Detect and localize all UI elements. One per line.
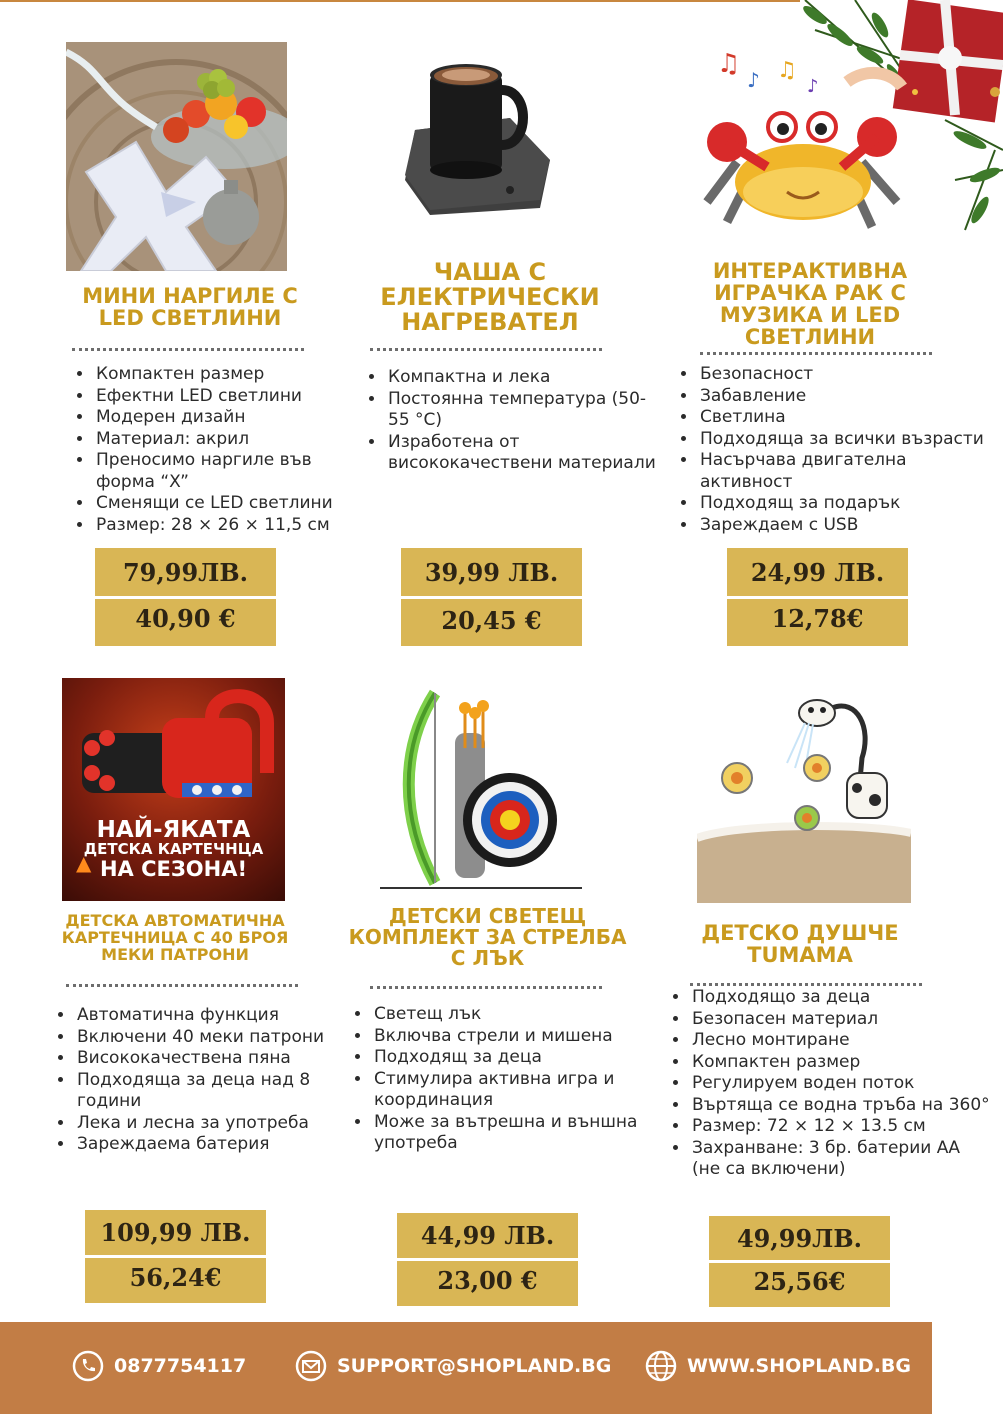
price-separator <box>401 596 582 599</box>
footer-contact-bar <box>0 1322 932 1414</box>
svg-text:♫: ♫ <box>717 49 741 79</box>
product-image-archery-set <box>380 688 582 893</box>
price-box <box>727 548 908 646</box>
feature-item: • Размер: 72 × 12 × 13.5 см <box>690 1116 990 1138</box>
feature-item: • Подходящ за подарък <box>698 493 1003 515</box>
feature-item: • Светещ лък <box>372 1004 672 1026</box>
footer-phone[interactable] <box>72 1350 246 1382</box>
price-bgn: 109,99 ЛВ. <box>100 1218 251 1247</box>
price-box <box>397 1213 578 1306</box>
feature-item: • Лесно монтиране <box>690 1030 990 1052</box>
feature-item: • Подходящ за деца <box>372 1047 672 1069</box>
feature-list <box>352 1004 672 1155</box>
price-box <box>401 548 582 646</box>
feature-item: • Преносимо наргиле във форма “X” <box>94 450 364 493</box>
phone-icon <box>72 1350 104 1382</box>
feature-list <box>55 1005 355 1156</box>
divider <box>690 983 922 986</box>
product-title: ЧАША С ЕЛЕКТРИЧЕСКИ НАГРЕВАТЕЛ <box>380 258 600 337</box>
product-title: ДЕТСКИ СВЕТЕЩ КОМПЛЕКТ ЗА СТРЕЛБА С ЛЪК <box>348 904 627 970</box>
divider <box>700 352 932 355</box>
price-bgn: 49,99ЛВ. <box>736 1224 862 1253</box>
feature-item: • Материал: акрил <box>94 429 364 451</box>
mail-icon <box>295 1350 327 1382</box>
product-title: ДЕТСКА АВТОМАТИЧНА КАРТЕЧНИЦА С 40 БРОЯ МЕКИ ПАТРОНИ <box>61 911 289 964</box>
feature-item: • Включени 40 меки патрони <box>75 1027 355 1049</box>
price-separator <box>397 1258 578 1261</box>
feature-item: • Стимулира активна игра и координация <box>372 1069 672 1112</box>
price-box <box>85 1210 266 1303</box>
product-image-heated-mug <box>400 50 555 220</box>
product-image-crab-toy <box>697 32 909 242</box>
feature-item: • Безопасен материал <box>690 1009 990 1031</box>
footer-email[interactable] <box>295 1350 611 1382</box>
svg-text:♫: ♫ <box>777 58 797 83</box>
feature-list <box>74 364 364 536</box>
feature-item: • Безопасност <box>698 364 1003 386</box>
product-title: МИНИ НАРГИЛЕ С LED СВЕТЛИНИ <box>82 284 298 331</box>
divider <box>370 986 602 989</box>
price-separator <box>85 1255 266 1258</box>
price-eur: 25,56€ <box>753 1267 846 1296</box>
feature-item: • Компактен размер <box>94 364 364 386</box>
svg-text:♪: ♪ <box>747 68 760 92</box>
feature-item: • Светлина <box>698 407 1003 429</box>
blaster-caption: НАЙ-ЯКАТА ДЕТСКА КАРТЕЧНЦА НА СЕЗОНА! <box>83 817 264 881</box>
feature-item: • Сменящи се LED светлини <box>94 493 364 515</box>
feature-item: • Зареждаема батерия <box>75 1134 355 1156</box>
feature-item: • Подходящо за деца <box>690 987 990 1009</box>
feature-item: • Включва стрели и мишена <box>372 1026 672 1048</box>
price-separator <box>727 596 908 599</box>
feature-list <box>678 364 1003 536</box>
feature-item: • Забавление <box>698 386 1003 408</box>
price-bgn: 44,99 ЛВ. <box>420 1221 555 1250</box>
price-eur: 56,24€ <box>129 1263 222 1292</box>
feature-item: • Насърчава двигателна активност <box>698 450 1003 493</box>
divider <box>72 348 304 351</box>
feature-item: • Подходяща за деца над 8 години <box>75 1070 355 1113</box>
price-box <box>95 548 276 646</box>
website-url[interactable]: WWW.SHOPLAND.BG <box>687 1355 911 1377</box>
feature-item: • Подходяща за всички възрасти <box>698 429 1003 451</box>
price-eur: 23,00 € <box>437 1266 538 1295</box>
feature-item: • Ефектни LED светлини <box>94 386 364 408</box>
feature-item: • Лека и лесна за употреба <box>75 1113 355 1135</box>
price-eur: 40,90 € <box>135 604 236 633</box>
feature-item: • Регулируем воден поток <box>690 1073 990 1095</box>
product-title: ДЕТСКО ДУШЧЕ TUMAMA <box>701 921 899 968</box>
fire-icon: ▲ <box>76 851 92 875</box>
feature-item: • Висококачествена пяна <box>75 1048 355 1070</box>
top-rule <box>0 0 800 2</box>
feature-item: • Въртяща се водна тръба на 360° <box>690 1095 990 1117</box>
feature-item: • Захранване: 3 бр. батерии АА (не са включени) <box>690 1138 990 1181</box>
feature-item: • Може за вътрешна и външна употреба <box>372 1112 672 1155</box>
feature-item: • Автоматична функция <box>75 1005 355 1027</box>
feature-item: • Компактен размер <box>690 1052 990 1074</box>
price-separator <box>709 1260 890 1263</box>
price-bgn: 39,99 ЛВ. <box>424 558 559 587</box>
product-title: ИНТЕРАКТИВНА ИГРАЧКА РАК С МУЗИКА И LED СВЕТЛИНИ <box>712 259 908 350</box>
product-image-hookah <box>66 42 287 271</box>
globe-icon <box>645 1350 677 1382</box>
price-box <box>709 1216 890 1307</box>
price-bgn: 79,99ЛВ. <box>122 558 248 587</box>
price-bgn: 24,99 ЛВ. <box>750 558 885 587</box>
product-image-blaster <box>62 678 285 901</box>
divider <box>66 984 298 987</box>
feature-item: • Постоянна температура (50-55 °C) <box>386 389 656 432</box>
feature-item: • Размер: 28 × 26 × 11,5 см <box>94 515 364 537</box>
svg-text:♪: ♪ <box>807 76 819 97</box>
price-separator <box>95 596 276 599</box>
price-eur: 12,78€ <box>771 604 864 633</box>
feature-item: • Компактна и лека <box>386 367 656 389</box>
footer-website[interactable] <box>645 1350 911 1382</box>
feature-item: • Модерен дизайн <box>94 407 364 429</box>
price-eur: 20,45 € <box>441 606 542 635</box>
phone-number[interactable]: 0877754117 <box>114 1355 247 1377</box>
feature-item: • Зареждаем с USB <box>698 515 1003 537</box>
feature-item: • Изработена от висококачествени материали <box>386 432 656 475</box>
email-address[interactable]: SUPPORT@SHOPLAND.BG <box>337 1355 612 1377</box>
product-image-bath-shower <box>697 688 911 903</box>
feature-list <box>670 987 990 1181</box>
divider <box>370 348 602 351</box>
feature-list <box>366 367 656 475</box>
